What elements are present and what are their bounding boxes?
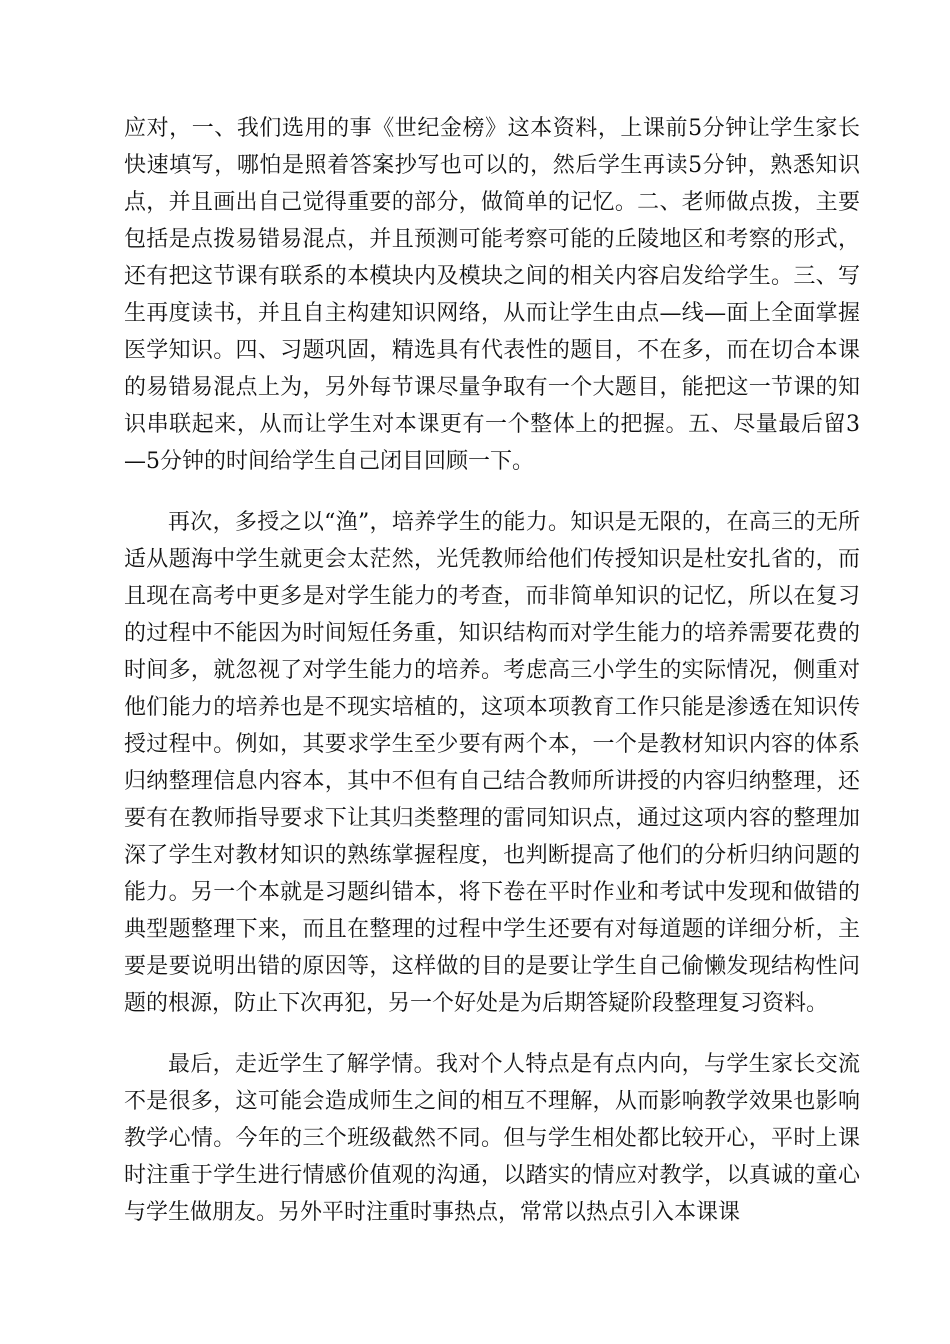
paragraph-1: 应对，一、我们选用的事《世纪金榜》这本资料，上课前5分钟让学生家长快速填写，哪怕是照着答案抄写也可以的，然后学生再读5分钟，熟悉知识点，并且画出自己觉得重要的部分，做简单的记忆。二、老师做点拨，主要包括是点拨易错易混点，并且预测可能考察可能的丘陵地区和考察的形式，还有把这节课有联系的本模块内及模块之间的相关内容启发给学生。三、写生再度读书，并且自主构建知识网络，从而让学生由点—线—面上全面掌握医学知识。四、习题巩固，精选具有代表性的题目，不在多，而在切合本课的易错易混点上为，另外每节课尽量争取有一个大题目，能把这一节课的知识串联起来，从而让学生对本课更有一个整体上的把握。五、尽量最后留3—5分钟的时间给学生自己闭目回顾一下。: [124, 116, 860, 474]
document-page: [124, 110, 860, 1255]
paragraph-2: 再次，多授之以“渔”，培养学生的能力。知识是无限的，在高三的无所适从题海中学生就更会太茫然，光凭教师给他们传授知识是杜安扎省的，而且现在高考中更多是对学生能力的考查，而非简单知识的记忆，所以在复习的过程中不能因为时间短任务重，知识结构而对学生能力的培养需要花费的时间多，就忽视了对学生能力的培养。考虑高三小学生的实际情况，侧重对他们能力的培养也是不现实培植的，这项本项教育工作只能是渗透在知识传授过程中。例如，其要求学生至少要有两个本，一个是教材知识内容的体系归纳整理信息内容本，其中不但有自己结合教师所讲授的内容归纳整理，还要有在教师指导要求下让其归类整理的雷同知识点，通过这项内容的整理加深了学生对教材知识的熟练掌握程度，也判断提高了他们的分析归纳问题的能力。另一个本就是习题纠错本，将下卷在平时作业和考试中发现和做错的典型题整理下来，而且在整理的过程中学生还要有对每道题的详细分析，主要是要说明出错的原因等，这样做的目的是要让学生自己偷懒发现结构性问题的根源，防止下次再犯，另一个好处是为后期答疑阶段整理复习资料。: [124, 510, 860, 1016]
paragraph-3: 最后，走近学生了解学情。我对个人特点是有点内向，与学生家长交流不是很多，这可能会造成师生之间的相互不理解，从而影响教学效果也影响教学心情。今年的三个班级截然不同。但与学生相处都比较开心，平时上课时注重于学生进行情感价值观的沟通，以踏实的情应对教学，以真诚的童心与学生做朋友。另外平时注重时事热点，常常以热点引入本课课: [124, 1052, 860, 1225]
